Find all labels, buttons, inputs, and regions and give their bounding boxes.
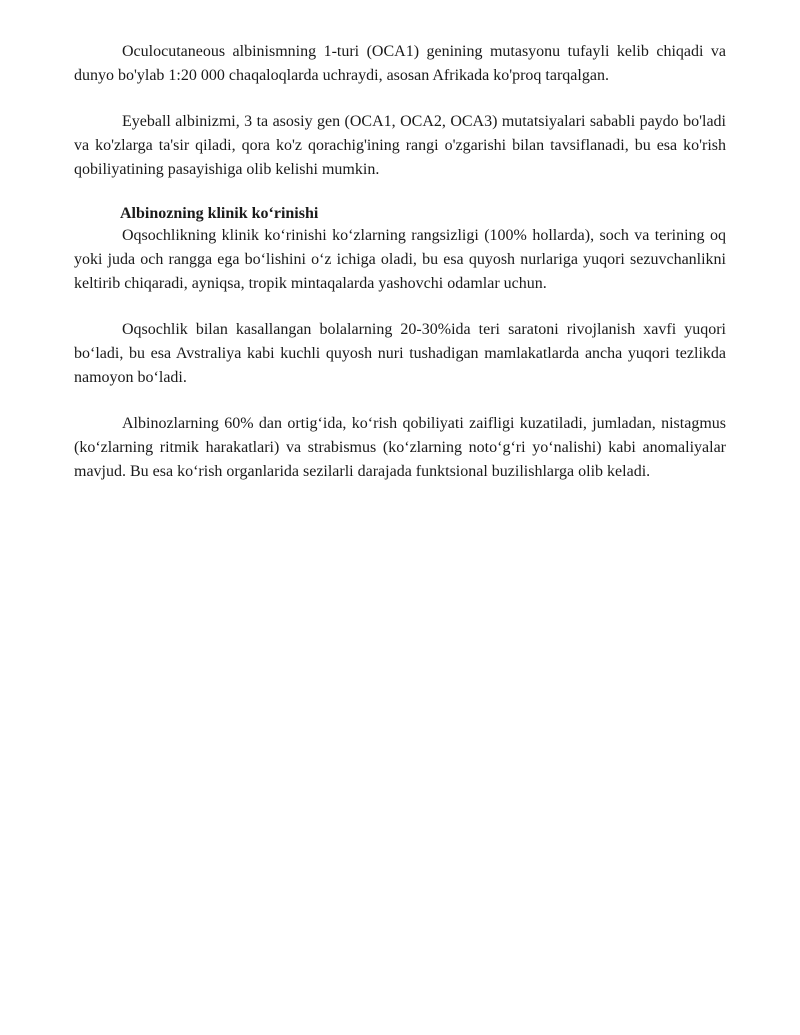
section-heading-clinical: Albinozning klinik ko‘rinishi	[120, 205, 319, 222]
document-body	[74, 40, 726, 506]
paragraph-vision-impairment: Albinozlarning 60% dan ortig‘ida, ko‘rish qobiliyati zaifligi kuzatiladi, jumladan, nistagmus (ko‘zlarning ritmik harakatlari) va strabismus (ko‘zlarning noto‘g‘ri yo‘nalishi) kabi anomaliyalar mavjud. Bu esa ko‘rish organlarida sezilarli darajada funktsional buzilishlarga olib keladi.	[74, 415, 726, 480]
paragraph-clinical-signs: Oqsochlikning klinik ko‘rinishi ko‘zlarning rangsizligi (100% hollarda), soch va terining oq yoki juda och rangga ega bo‘lishini o‘z ichiga oladi, bu esa quyosh nurlariga yuqori sezuvchanlikni keltirib chiqaradi, ayniqsa, tropik mintaqalarda yashovchi odamlar uchun.	[74, 227, 726, 292]
paragraph-skin-cancer-risk: Oqsochlik bilan kasallangan bolalarning 20-30%ida teri saratoni rivojlanish xavfi yuqori bo‘ladi, bu esa Avstraliya kabi kuchli quyosh nuri tushadigan mamlakatlarda ancha yuqori tezlikda namoyon bo‘ladi.	[74, 321, 726, 386]
paragraph-oca1: Oculocutaneous albinismning 1-turi (OCA1) genining mutasyonu tufayli kelib chiqadi va dunyo bo'ylab 1:20 000 chaqaloqlarda uchraydi, asosan Afrikada ko'proq tarqalgan.	[74, 43, 726, 84]
paragraph-eyeball-albinism: Eyeball albinizmi, 3 ta asosiy gen (OCA1, OCA2, OCA3) mutatsiyalari sababli paydo bo'ladi va ko'zlarga ta'sir qiladi, qora ko'z qorachig'ining rangi o'zgarishi bilan tavsiflanadi, bu esa ko'rish qobiliyatining pasayishiga olib kelishi mumkin.	[74, 113, 726, 178]
